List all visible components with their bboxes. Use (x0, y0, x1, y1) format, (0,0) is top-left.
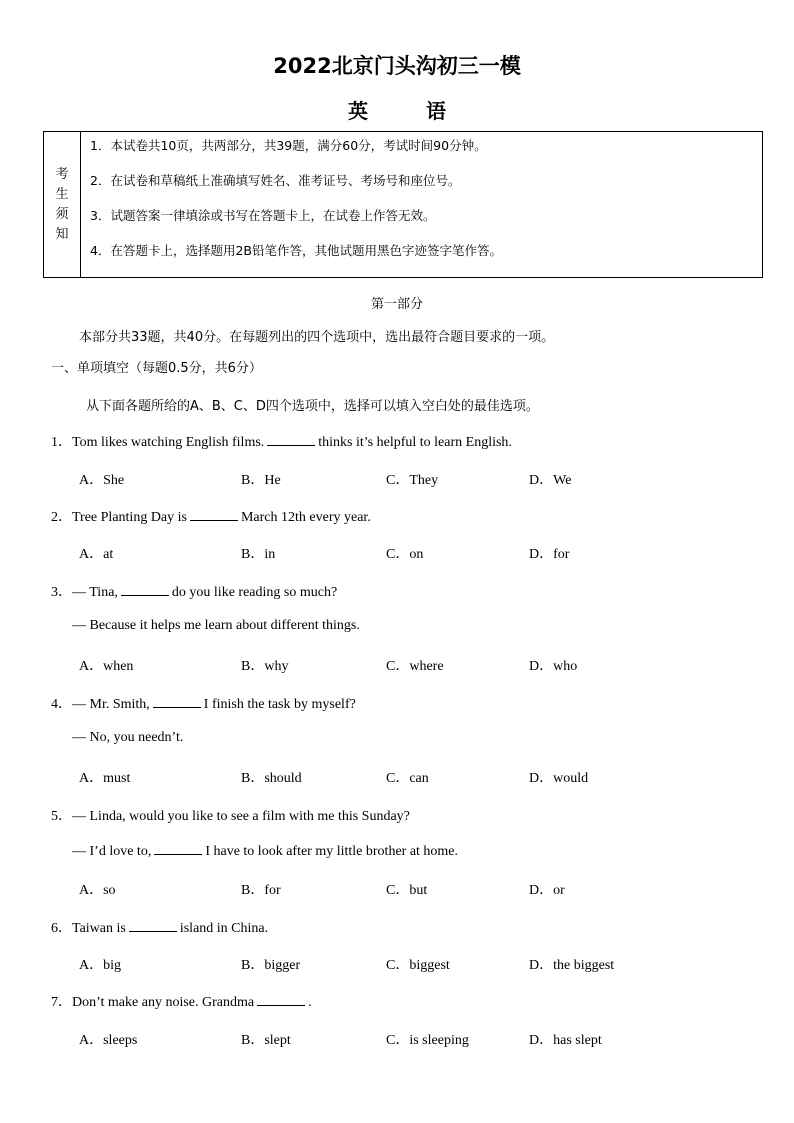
question-text: — Mr. Smith, (72, 697, 150, 712)
question-text: — Linda, would you like to see a film with me this Sunday? (72, 809, 410, 824)
question-5 (51, 805, 410, 825)
option-c: C．where (386, 659, 444, 674)
option-a: A．when (79, 659, 134, 674)
option-b: B．slept (241, 1033, 291, 1048)
option-b: B．He (241, 473, 281, 488)
notice-label-char: 须 (55, 206, 69, 222)
question-number: 6． (51, 921, 72, 936)
notice-label (44, 132, 81, 277)
option-d: D．We (529, 473, 572, 488)
option-a: A．must (79, 771, 131, 786)
question-reply: — No, you needn’t. (72, 730, 184, 745)
option-b: B．why (241, 659, 289, 674)
question-text: Don’t make any noise. Grandma (72, 995, 255, 1010)
notice-label-char: 知 (55, 226, 69, 242)
subject-title (0, 95, 794, 124)
exam-notice-box (43, 131, 763, 278)
question-number: 7． (51, 995, 72, 1010)
option-a: A．so (79, 883, 116, 898)
answer-blank (257, 993, 305, 1006)
option-c: C．can (386, 771, 429, 786)
option-d: D．or (529, 883, 565, 898)
subject-char-1: 英 (348, 99, 368, 123)
option-b: B．in (241, 547, 276, 562)
question-text: — I’d love to, (72, 844, 152, 859)
question-text: I have to look after my little brother at home. (205, 844, 459, 859)
answer-blank (153, 695, 201, 708)
question-text: island in China. (179, 921, 269, 936)
answer-blank (267, 433, 315, 446)
question-6 (51, 917, 268, 937)
question-3 (51, 581, 337, 601)
option-d: D．who (529, 659, 578, 674)
option-a: A．big (79, 958, 121, 973)
answer-blank (129, 919, 177, 932)
question-1 (51, 431, 512, 451)
question-text: — Tina, (72, 585, 118, 600)
section-heading: 一、单项填空（每题0.5分，共6分） (51, 361, 262, 376)
question-reply (72, 842, 458, 860)
question-7 (51, 991, 312, 1011)
answer-blank (190, 508, 238, 521)
notice-label-char: 生 (55, 186, 69, 202)
option-d: D．would (529, 771, 589, 786)
answer-blank (154, 842, 202, 855)
question-number: 1． (51, 435, 72, 450)
exam-title: 2022北京门头沟初三一模 (273, 54, 521, 78)
option-d: D．for (529, 547, 570, 562)
question-text: thinks it’s helpful to learn English. (318, 435, 512, 450)
option-c: C．on (386, 547, 424, 562)
notice-item: 4．在答题卡上，选择题用2B铅笔作答，其他试题用黑色字迹签字笔作答。 (90, 243, 502, 258)
option-a: A．at (79, 547, 114, 562)
section-instruction: 从下面各题所给的A、B、C、D四个选项中，选择可以填入空白处的最佳选项。 (86, 399, 539, 414)
option-b: B．for (241, 883, 281, 898)
part-intro: 本部分共33题，共40分。在每题列出的四个选项中，选出最符合题目要求的一项。 (79, 330, 555, 345)
question-text: Taiwan is (72, 921, 126, 936)
option-b: B．should (241, 771, 302, 786)
question-text: do you like reading so much? (171, 585, 338, 600)
notice-label-char: 考 (55, 166, 69, 182)
question-2 (51, 506, 371, 526)
question-text: March 12th every year. (240, 510, 371, 525)
option-c: C．They (386, 473, 439, 488)
question-4 (51, 693, 356, 713)
option-a: A．She (79, 473, 125, 488)
option-d: D．the biggest (529, 958, 615, 973)
question-text: . (308, 995, 312, 1010)
notice-item: 1．本试卷共10页，共两部分，共39题，满分60分，考试时间90分钟。 (90, 138, 487, 153)
question-number: 2． (51, 510, 72, 525)
notice-items (90, 137, 756, 277)
option-b: B．bigger (241, 958, 301, 973)
option-a: A．sleeps (79, 1033, 138, 1048)
question-number: 5． (51, 809, 72, 824)
option-c: C．but (386, 883, 428, 898)
notice-item: 3．试题答案一律填涂或书写在答题卡上，在试卷上作答无效。 (90, 208, 436, 223)
option-c: C．biggest (386, 958, 450, 973)
option-d: D．has slept (529, 1033, 602, 1048)
question-reply: — Because it helps me learn about different things. (72, 618, 360, 633)
question-number: 3． (51, 585, 72, 600)
notice-item: 2．在试卷和草稿纸上准确填写姓名、准考证号、考场号和座位号。 (90, 173, 461, 188)
option-c: C．is sleeping (386, 1033, 469, 1048)
question-text: I finish the task by myself? (203, 697, 356, 712)
part-title: 第一部分 (370, 297, 423, 312)
question-text: Tom likes watching English films. (72, 435, 265, 450)
question-text: Tree Planting Day is (72, 510, 187, 525)
answer-blank (121, 583, 169, 596)
question-number: 4． (51, 697, 72, 712)
subject-char-2: 语 (426, 99, 446, 123)
